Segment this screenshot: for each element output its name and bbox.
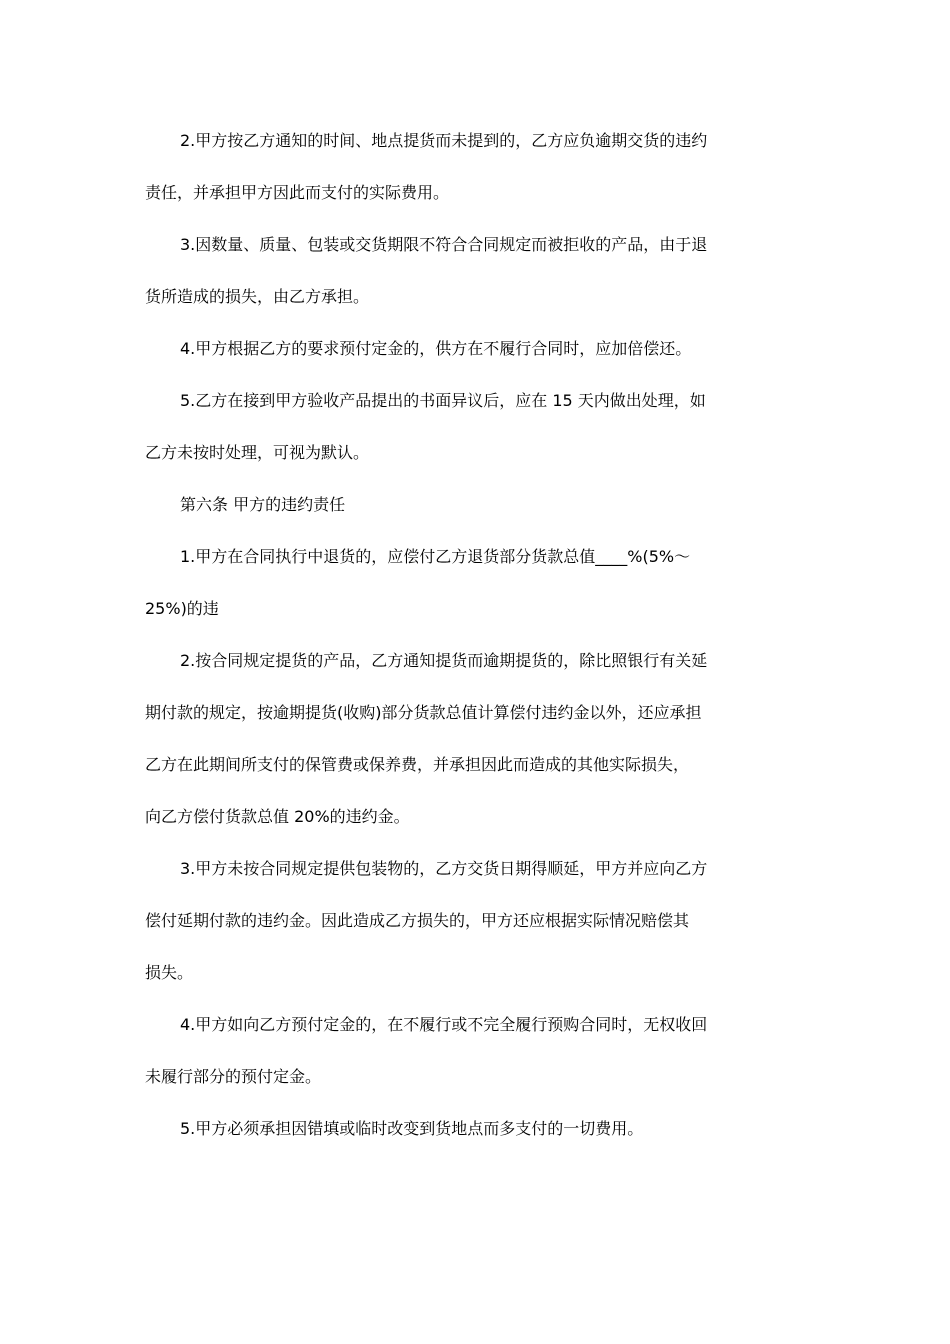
text-line: 3.因数量、质量、包装或交货期限不符合合同规定而被拒收的产品，由于退: [180, 235, 708, 254]
text-line: 货所造成的损失，由乙方承担。: [145, 287, 370, 306]
text-line: 向乙方偿付货款总值 20%的违约金。: [145, 807, 410, 826]
paragraph-late-pickup: [145, 648, 807, 856]
paragraph-address-change: [145, 1116, 807, 1168]
text-line: 1.甲方在合同执行中退货的，应偿付乙方退货部分货款总值____%(5%～: [180, 547, 691, 566]
section-heading-article-6: [145, 492, 807, 544]
paragraph-deposit: [145, 336, 807, 388]
document-page: [145, 128, 807, 1168]
text-line: 4.甲方如向乙方预付定金的，在不履行或不完全履行预购合同时，无权收回: [180, 1015, 708, 1034]
paragraph-objection: [145, 388, 807, 492]
text-line: 期付款的规定，按逾期提货(收购)部分货款总值计算偿付违约金以外，还应承担: [145, 703, 702, 722]
text-line: 5.乙方在接到甲方验收产品提出的书面异议后，应在 15 天内做出处理，如: [180, 391, 706, 410]
paragraph-prepayment: [145, 1012, 807, 1116]
paragraph-rejected-products: [145, 232, 807, 336]
paragraph-packaging: [145, 856, 807, 1012]
text-line: 责任，并承担甲方因此而支付的实际费用。: [145, 183, 450, 202]
text-line: 2.甲方按乙方通知的时间、地点提货而未提到的，乙方应负逾期交货的违约: [180, 131, 708, 150]
text-line: 25%)的违: [145, 599, 219, 618]
paragraph-delivery-pickup: [145, 128, 807, 232]
text-line: 乙方未按时处理，可视为默认。: [145, 443, 370, 462]
text-line: 损失。: [145, 963, 194, 982]
text-line: 2.按合同规定提货的产品，乙方通知提货而逾期提货的，除比照银行有关延: [180, 651, 708, 670]
section-heading: 第六条 甲方的违约责任: [180, 495, 346, 514]
text-line: 偿付延期付款的违约金。因此造成乙方损失的，甲方还应根据实际情况赔偿其: [145, 911, 690, 930]
text-line: 未履行部分的预付定金。: [145, 1067, 322, 1086]
text-line: 3.甲方未按合同规定提供包装物的，乙方交货日期得顺延，甲方并应向乙方: [180, 859, 708, 878]
text-line: 乙方在此期间所支付的保管费或保养费，并承担因此而造成的其他实际损失，: [145, 755, 690, 774]
text-line: 5.甲方必须承担因错填或临时改变到货地点而多支付的一切费用。: [180, 1119, 644, 1138]
paragraph-return-penalty: [145, 544, 807, 648]
text-line: 4.甲方根据乙方的要求预付定金的，供方在不履行合同时，应加倍偿还。: [180, 339, 692, 358]
